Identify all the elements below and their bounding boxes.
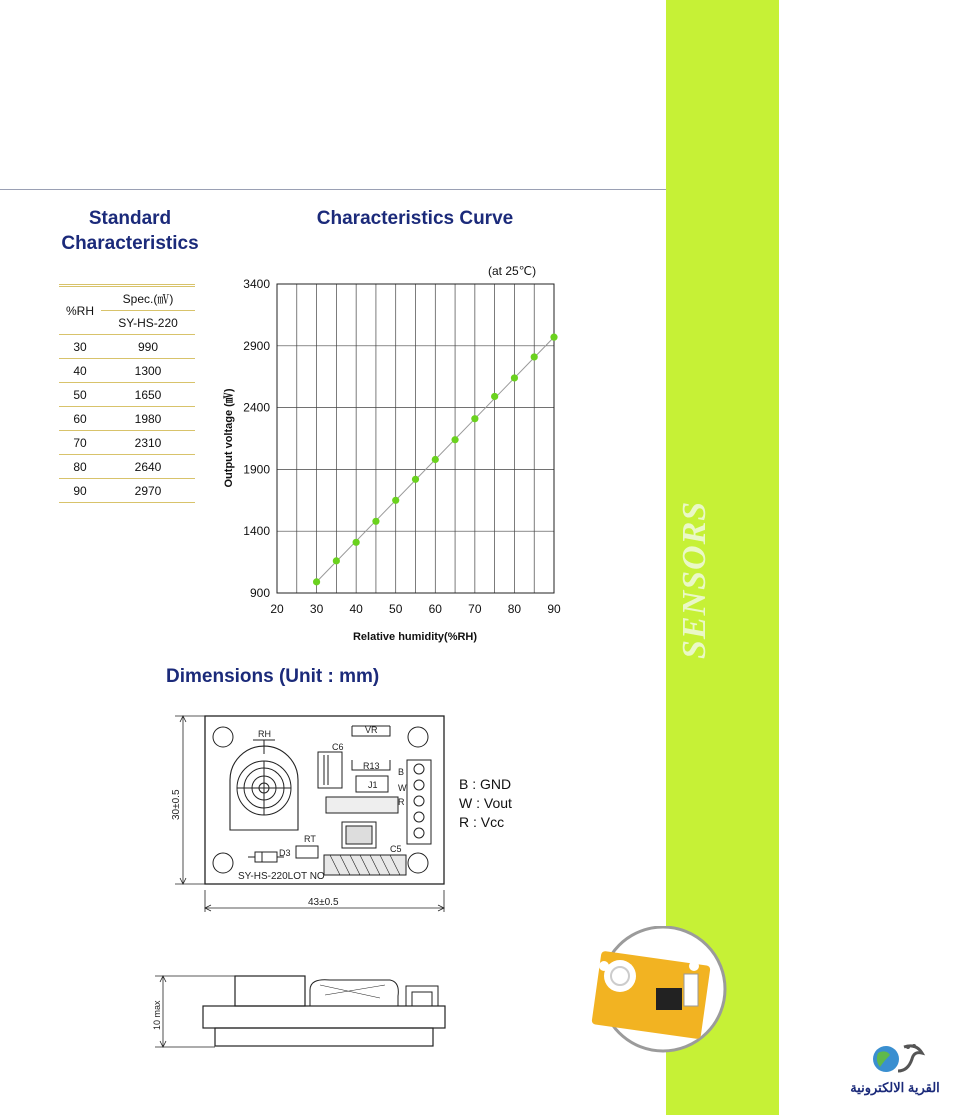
label-c6: C6	[332, 742, 344, 752]
label-r13: R13	[363, 761, 380, 771]
legend-gnd: B : GND	[459, 776, 512, 792]
y-tick-label: 900	[249, 586, 270, 600]
y-tick-label: 3400	[243, 277, 270, 291]
label-vr: VR	[365, 725, 378, 735]
width-label: 43±0.5	[308, 897, 339, 908]
y-tick-label: 2400	[243, 400, 270, 415]
side-base	[215, 1028, 433, 1046]
thermistor-rt	[296, 846, 318, 858]
col-rh-header: %RH	[59, 286, 101, 335]
label-r: R	[398, 797, 405, 807]
table-row: 30 990	[59, 335, 195, 359]
x-tick-label: 20	[270, 602, 284, 616]
side-board	[203, 1006, 445, 1028]
x-tick-label: 60	[428, 602, 442, 616]
y-axis-label: Output voltage (㎷)	[223, 388, 235, 488]
label-j1: J1	[368, 780, 378, 790]
component-block	[326, 797, 398, 813]
x-tick-label: 50	[389, 602, 403, 616]
height-label: 30±0.5	[171, 789, 182, 820]
mount-hole	[213, 727, 233, 747]
side-connector	[406, 986, 438, 1006]
y-tick-label: 2900	[243, 338, 270, 353]
label-w: W	[398, 783, 407, 793]
x-tick-label: 70	[468, 602, 482, 616]
diode-d3	[255, 852, 277, 862]
side-sensor	[235, 976, 305, 1006]
table-row: 90 2970	[59, 479, 195, 503]
table-row: 80 2640	[59, 455, 195, 479]
legend-vcc: R : Vcc	[459, 814, 505, 830]
table-row: 50 1650	[59, 383, 195, 407]
x-tick-label: 80	[507, 602, 522, 616]
mount-hole	[408, 727, 428, 747]
globe-logo-icon	[868, 1041, 930, 1077]
label-rh: RH	[258, 729, 271, 739]
mount-hole	[408, 853, 428, 873]
y-tick-label: 1400	[243, 524, 270, 539]
x-axis-label: Relative humidity(%RH)	[352, 631, 478, 643]
legend-vout: W : Vout	[459, 795, 512, 811]
side-height-label: 10 max	[152, 1000, 162, 1030]
col-model-header: SY-HS-220	[101, 311, 195, 335]
label-rt: RT	[304, 834, 316, 844]
mount-hole	[213, 853, 233, 873]
dimensions-title: Dimensions (Unit : mm)	[166, 666, 380, 687]
x-tick-label: 30	[309, 602, 324, 616]
logo-text: القرية الالكترونية	[850, 1080, 940, 1095]
x-tick-label: 90	[547, 602, 561, 616]
y-tick-label: 1900	[243, 462, 270, 477]
condition-label: (at 25℃)	[488, 264, 537, 278]
product-photo	[586, 926, 740, 1056]
standard-title-line1: Standard	[88, 208, 172, 229]
label-d3: D3	[279, 848, 291, 858]
curve-title: Characteristics Curve	[316, 208, 514, 229]
x-tick-label: 40	[349, 602, 363, 616]
col-spec-header: Spec.(㎷)	[101, 286, 195, 311]
lot-number-label: SY-HS-220LOT NO	[238, 871, 325, 882]
connector	[407, 760, 431, 844]
label-c5: C5	[390, 844, 402, 854]
standard-title-line2: Characteristics	[61, 233, 199, 254]
capacitor-c6	[318, 752, 342, 788]
table-row: 60 1980	[59, 407, 195, 431]
table-row: 40 1300	[59, 359, 195, 383]
table-row: 70 2310	[59, 431, 195, 455]
label-b: B	[398, 767, 405, 777]
sensors-label: SENSORS	[676, 500, 713, 659]
